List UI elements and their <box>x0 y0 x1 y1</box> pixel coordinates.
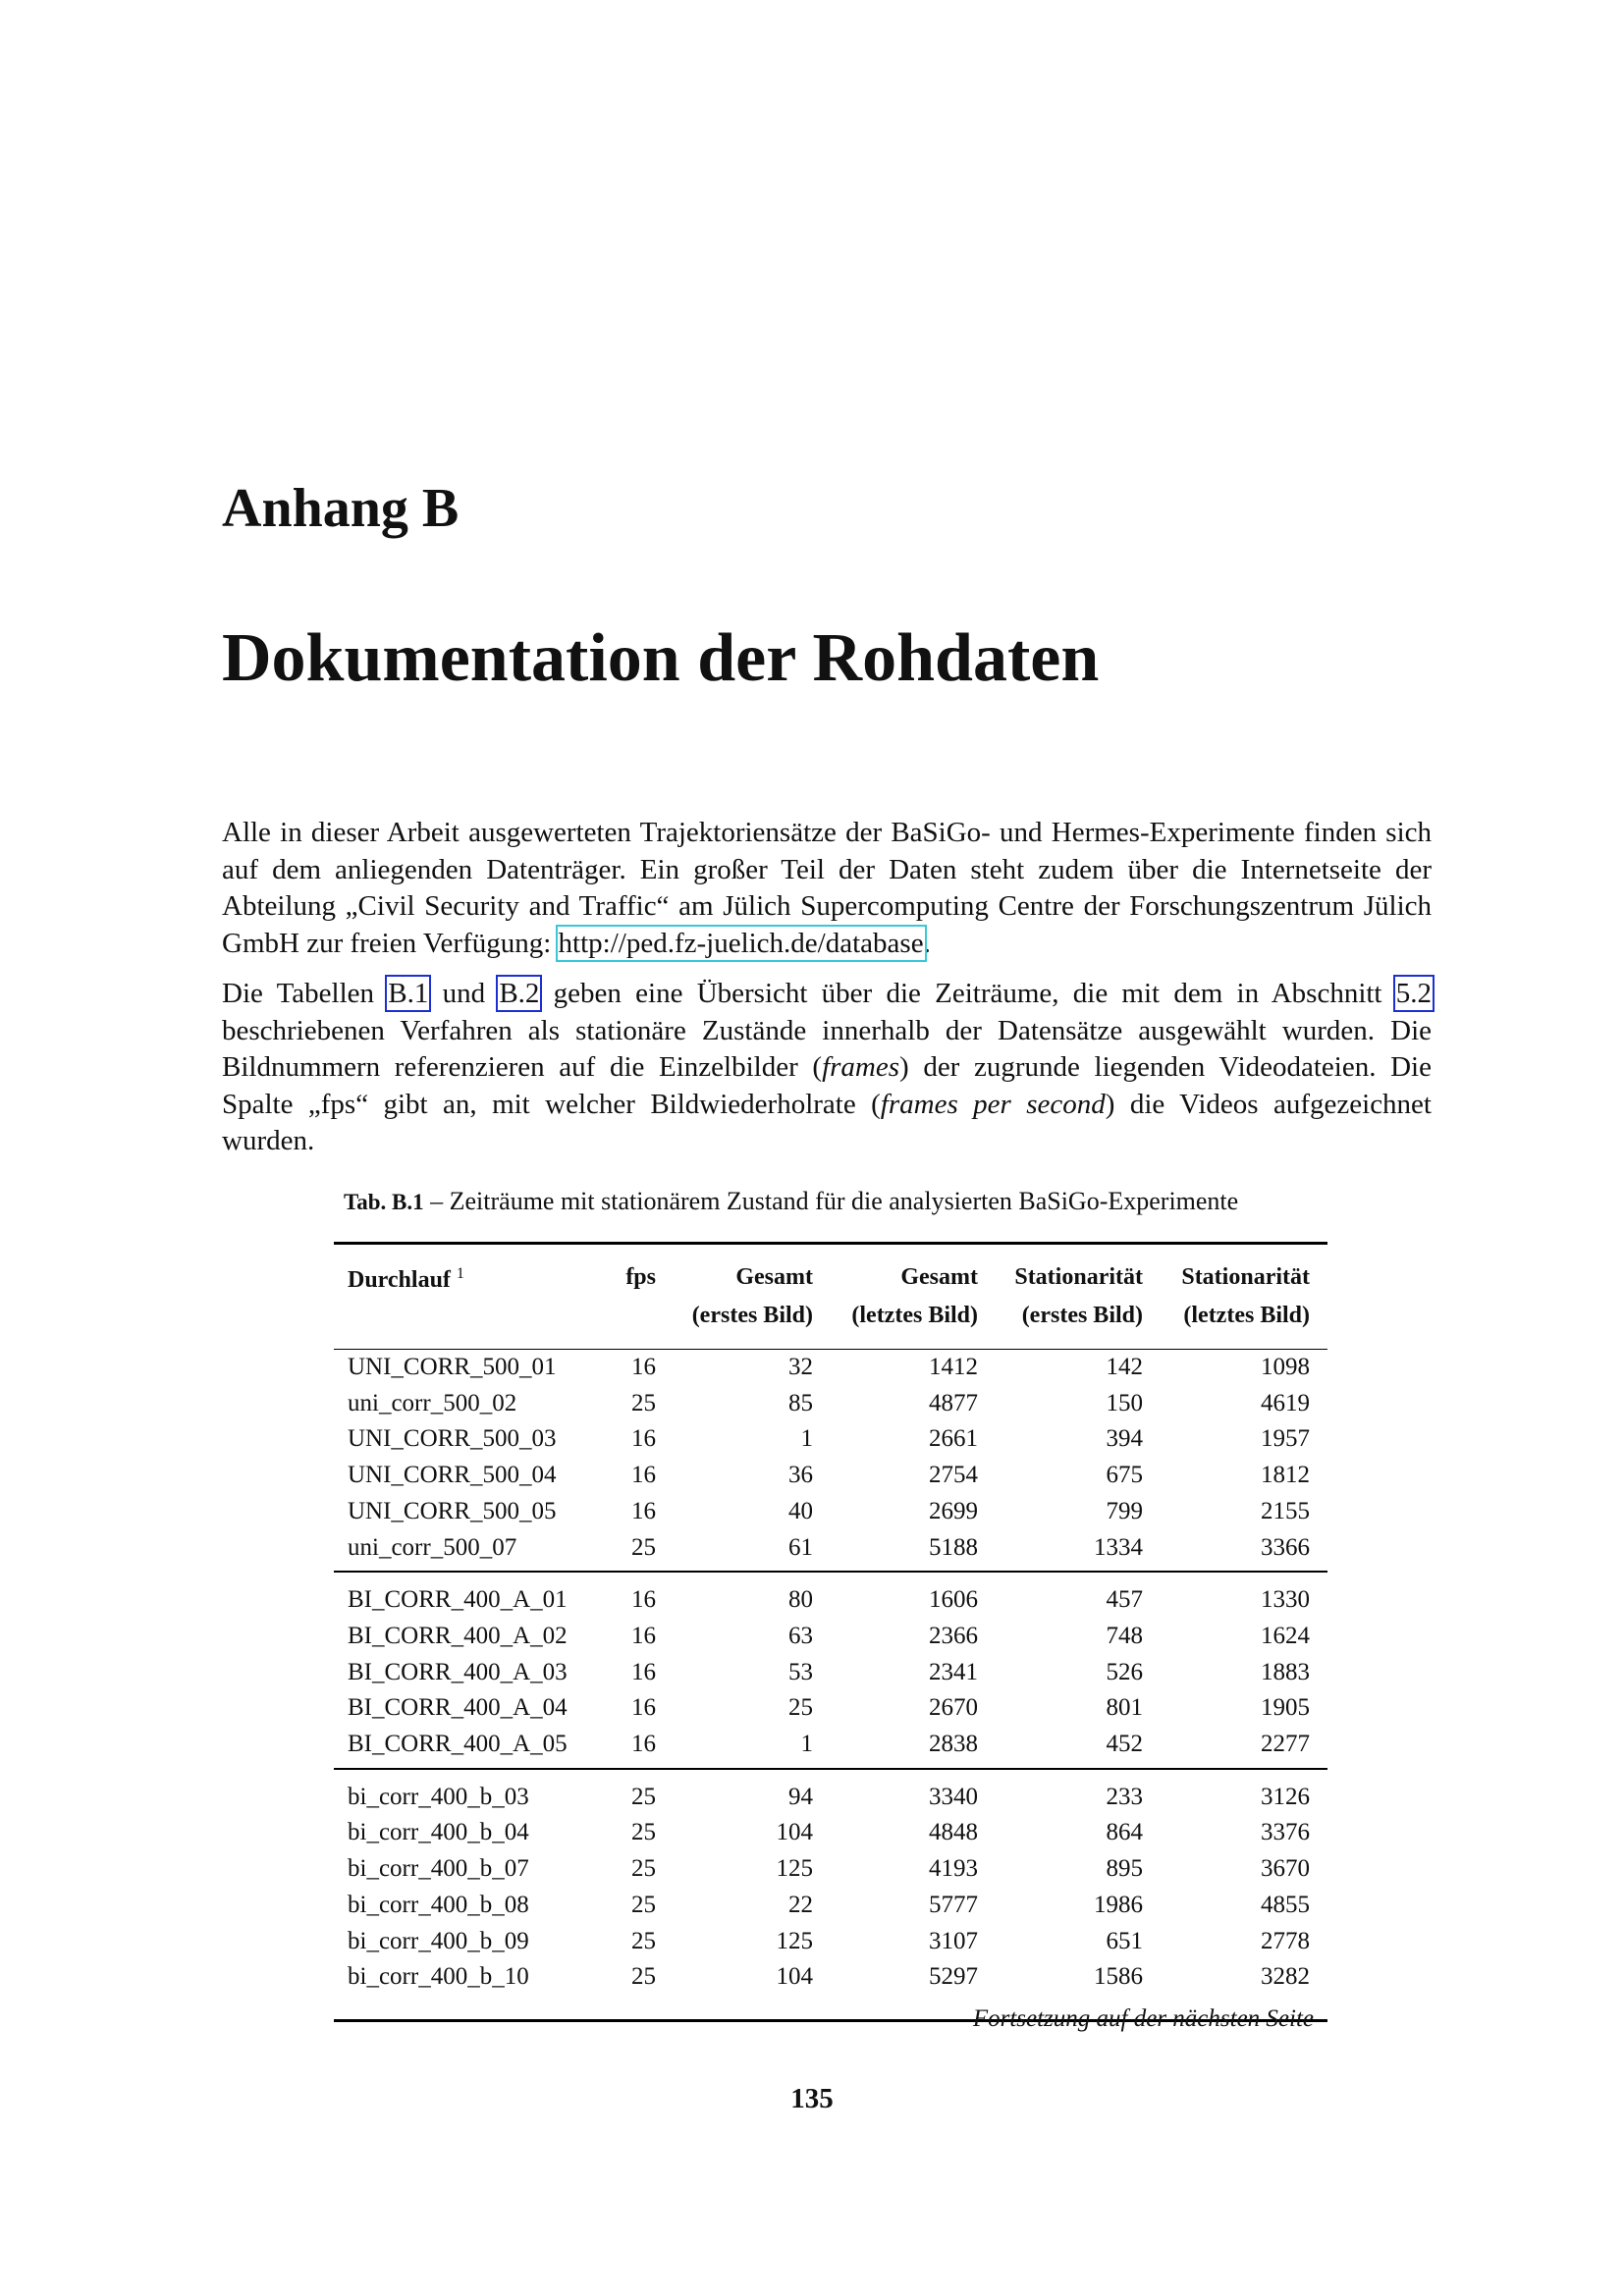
value-cell: 16 <box>631 1658 656 1685</box>
value-cell: 2366 <box>929 1622 978 1649</box>
run-name-cell: BI_CORR_400_A_03 <box>348 1658 568 1685</box>
run-name-cell: BI_CORR_400_A_05 <box>334 1727 593 1769</box>
italic-term: frames <box>822 1051 900 1083</box>
table-row <box>334 1851 1327 1888</box>
header-row <box>334 1244 1327 1299</box>
value-cell: 85 <box>788 1389 813 1416</box>
paragraph-text: und <box>428 978 500 1009</box>
value-cell: 16 <box>631 1425 656 1453</box>
italic-term: frames per second <box>880 1088 1106 1120</box>
value-cell: 104 <box>776 1819 813 1846</box>
header-first-frame: (erstes Bild) <box>992 1298 1157 1350</box>
table-row <box>334 1530 1327 1573</box>
value-cell: 1986 <box>1094 1891 1143 1918</box>
value-cell: 2277 <box>1157 1727 1327 1769</box>
page-number: 135 <box>790 2083 834 2114</box>
footnote-marker: 1 <box>456 1265 464 1282</box>
run-name-cell: BI_CORR_400_A_02 <box>348 1622 568 1649</box>
run-name-cell: bi_corr_400_b_10 <box>334 1959 593 2020</box>
header-first-frame: (erstes Bild) <box>670 1298 827 1350</box>
value-cell: 2155 <box>1261 1497 1310 1524</box>
value-cell: 457 <box>1106 1586 1143 1614</box>
value-cell: 125 <box>776 1927 813 1954</box>
table-row <box>334 1727 1327 1769</box>
table-caption-label: Tab. B.1 <box>344 1190 424 1214</box>
value-cell: 5188 <box>827 1530 992 1573</box>
value-cell: 895 <box>1106 1855 1143 1883</box>
body-text <box>222 815 1432 1174</box>
header-empty <box>334 1298 593 1350</box>
run-name-cell: bi_corr_400_b_09 <box>348 1927 529 1954</box>
paragraph-intro-end: . <box>923 927 931 959</box>
value-cell: 36 <box>788 1462 813 1489</box>
value-cell: 63 <box>788 1622 813 1649</box>
value-cell: 53 <box>788 1658 813 1685</box>
table-row <box>334 1494 1327 1530</box>
run-name-cell: bi_corr_400_b_08 <box>348 1891 529 1918</box>
value-cell: 675 <box>1106 1462 1143 1489</box>
table-ref-b2-link[interactable]: B.2 <box>499 978 540 1009</box>
paragraph-intro-text: Alle in dieser Arbeit ausgewerteten Trajektoriensätze der BaSiGo- und Hermes-Experimente finden sich auf dem anliegenden Datenträger. Ein großer Teil der Daten steht zudem über die Internetseite der Abteilung „Civil Security and Traffic“ am Jülich Supercomputing Centre der Forschungszentrum Jülich GmbH zur freien Verfügung: <box>222 817 1432 959</box>
run-name-cell: UNI_CORR_500_03 <box>348 1425 557 1453</box>
table-row <box>334 1655 1327 1691</box>
value-cell: 22 <box>788 1891 813 1918</box>
data-table <box>334 1242 1327 2022</box>
value-cell: 1 <box>670 1727 827 1769</box>
value-cell: 25 <box>593 1530 670 1573</box>
table-row <box>334 1690 1327 1727</box>
value-cell: 799 <box>1106 1497 1143 1524</box>
value-cell: 2661 <box>929 1425 978 1453</box>
header-run-label: Durchlauf <box>348 1267 451 1293</box>
value-cell: 3670 <box>1261 1855 1310 1883</box>
header-total-first: Gesamt <box>670 1244 827 1299</box>
value-cell: 25 <box>631 1389 656 1416</box>
value-cell: 2670 <box>929 1694 978 1722</box>
run-name-cell: UNI_CORR_500_05 <box>348 1497 557 1524</box>
run-name-cell: BI_CORR_400_A_04 <box>348 1694 568 1722</box>
run-name-cell: bi_corr_400_b_07 <box>348 1855 529 1883</box>
header-empty <box>593 1298 670 1350</box>
table-row <box>334 1769 1327 1816</box>
value-cell: 150 <box>1106 1389 1143 1416</box>
table-row <box>334 1386 1327 1422</box>
header-run <box>334 1244 593 1299</box>
value-cell: 16 <box>631 1586 656 1614</box>
run-name-cell: uni_corr_500_07 <box>334 1530 593 1573</box>
value-cell: 25 <box>631 1783 656 1810</box>
value-cell: 16 <box>631 1462 656 1489</box>
value-cell: 801 <box>1106 1694 1143 1722</box>
value-cell: 125 <box>776 1855 813 1883</box>
value-cell: 16 <box>631 1497 656 1524</box>
header-fps: fps <box>593 1244 670 1299</box>
table-row <box>334 1350 1327 1386</box>
value-cell: 1883 <box>1261 1658 1310 1685</box>
value-cell: 4848 <box>929 1819 978 1846</box>
paragraph-text: Die Tabellen <box>222 978 389 1009</box>
value-cell: 25 <box>631 1927 656 1954</box>
value-cell: 2754 <box>929 1462 978 1489</box>
value-cell: 2341 <box>929 1658 978 1685</box>
value-cell: 2699 <box>929 1497 978 1524</box>
table-row <box>334 1572 1327 1619</box>
paragraph-intro <box>222 815 1432 962</box>
value-cell: 2778 <box>1261 1927 1310 1954</box>
value-cell: 25 <box>593 1959 670 2020</box>
value-cell: 16 <box>631 1354 656 1380</box>
header-last-frame: (letztes Bild) <box>827 1298 992 1350</box>
value-cell: 94 <box>788 1783 813 1810</box>
table-row <box>334 1619 1327 1655</box>
value-cell: 104 <box>670 1959 827 2020</box>
value-cell: 1334 <box>992 1530 1157 1573</box>
value-cell: 16 <box>593 1727 670 1769</box>
chapter-title: Dokumentation der Rohdaten <box>222 620 1100 696</box>
run-name-cell: uni_corr_500_02 <box>348 1389 517 1416</box>
value-cell: 3340 <box>929 1783 978 1810</box>
value-cell: 25 <box>631 1819 656 1846</box>
table-row <box>334 1458 1327 1494</box>
table-body <box>334 1350 1327 2021</box>
continuation-note: Fortsetzung auf der nächsten Seite <box>972 2005 1314 2032</box>
run-name-cell: UNI_CORR_500_04 <box>348 1462 557 1489</box>
value-cell: 526 <box>1106 1658 1143 1685</box>
header-row-sub <box>334 1298 1327 1350</box>
header-stationarity-last: Stationarität <box>1157 1244 1327 1299</box>
value-cell: 3126 <box>1261 1783 1310 1810</box>
run-name-cell: bi_corr_400_b_04 <box>348 1819 529 1846</box>
value-cell: 394 <box>1106 1425 1143 1453</box>
header-last-frame: (letztes Bild) <box>1157 1298 1327 1350</box>
value-cell: 2838 <box>827 1727 992 1769</box>
paragraph-tables <box>222 976 1432 1160</box>
section-ref-link[interactable]: 5.2 <box>1395 978 1432 1009</box>
value-cell: 1812 <box>1261 1462 1310 1489</box>
value-cell: 1 <box>800 1425 813 1453</box>
value-cell: 25 <box>631 1891 656 1918</box>
value-cell: 1624 <box>1261 1622 1310 1649</box>
run-name-cell: bi_corr_400_b_03 <box>348 1783 529 1810</box>
value-cell: 3376 <box>1261 1819 1310 1846</box>
value-cell: 3282 <box>1157 1959 1327 2020</box>
table-row <box>334 1888 1327 1924</box>
value-cell: 16 <box>631 1694 656 1722</box>
table-caption <box>344 1186 1238 1216</box>
value-cell: 1586 <box>992 1959 1157 2020</box>
value-cell: 864 <box>1106 1819 1143 1846</box>
value-cell: 1957 <box>1261 1425 1310 1453</box>
value-cell: 3366 <box>1157 1530 1327 1573</box>
value-cell: 3107 <box>929 1927 978 1954</box>
value-cell: 4855 <box>1261 1891 1310 1918</box>
value-cell: 1905 <box>1261 1694 1310 1722</box>
value-cell: 4619 <box>1261 1389 1310 1416</box>
value-cell: 16 <box>631 1622 656 1649</box>
value-cell: 142 <box>1106 1354 1143 1380</box>
value-cell: 5777 <box>929 1891 978 1918</box>
table-caption-text: – Zeiträume mit stationärem Zustand für die analysierten BaSiGo-Experimente <box>423 1187 1239 1215</box>
value-cell: 4877 <box>929 1389 978 1416</box>
header-total-last: Gesamt <box>827 1244 992 1299</box>
value-cell: 80 <box>788 1586 813 1614</box>
database-link[interactable]: http://ped.fz-juelich.de/database <box>558 927 924 959</box>
table-row <box>334 1815 1327 1851</box>
value-cell: 40 <box>788 1497 813 1524</box>
value-cell: 1412 <box>929 1354 978 1380</box>
paragraph-text: ) die Videos aufgezeichnet wurden. <box>222 1088 1432 1156</box>
header-stationarity-first: Stationarität <box>992 1244 1157 1299</box>
value-cell: 651 <box>1106 1927 1143 1954</box>
chapter-label: Anhang B <box>222 478 460 539</box>
paragraph-text: beschriebenen Verfahren als stationäre Zustände innerhalb der Datensätze ausgewählt wurden. Die Bildnummern referenzieren auf die Einzelbilder ( <box>222 1014 1432 1083</box>
table-row <box>334 1924 1327 1960</box>
value-cell: 5297 <box>827 1959 992 2020</box>
paragraph-text: ) der zugrunde liegenden Videodateien. Die Spalte „fps“ gibt an, mit welcher Bildwiederholrate ( <box>222 1051 1432 1120</box>
value-cell: 748 <box>1106 1622 1143 1649</box>
table-row <box>334 1421 1327 1458</box>
value-cell: 1606 <box>929 1586 978 1614</box>
run-name-cell: BI_CORR_400_A_01 <box>348 1586 568 1614</box>
value-cell: 61 <box>670 1530 827 1573</box>
value-cell: 233 <box>1106 1783 1143 1810</box>
paragraph-text: geben eine Übersicht über die Zeiträume, die mit dem in Abschnitt <box>539 978 1396 1009</box>
value-cell: 25 <box>631 1855 656 1883</box>
table-ref-b1-link[interactable]: B.1 <box>388 978 429 1009</box>
run-name-cell: UNI_CORR_500_01 <box>348 1354 557 1380</box>
value-cell: 4193 <box>929 1855 978 1883</box>
value-cell: 1330 <box>1261 1586 1310 1614</box>
value-cell: 32 <box>788 1354 813 1380</box>
value-cell: 25 <box>788 1694 813 1722</box>
value-cell: 452 <box>992 1727 1157 1769</box>
value-cell: 1098 <box>1261 1354 1310 1380</box>
